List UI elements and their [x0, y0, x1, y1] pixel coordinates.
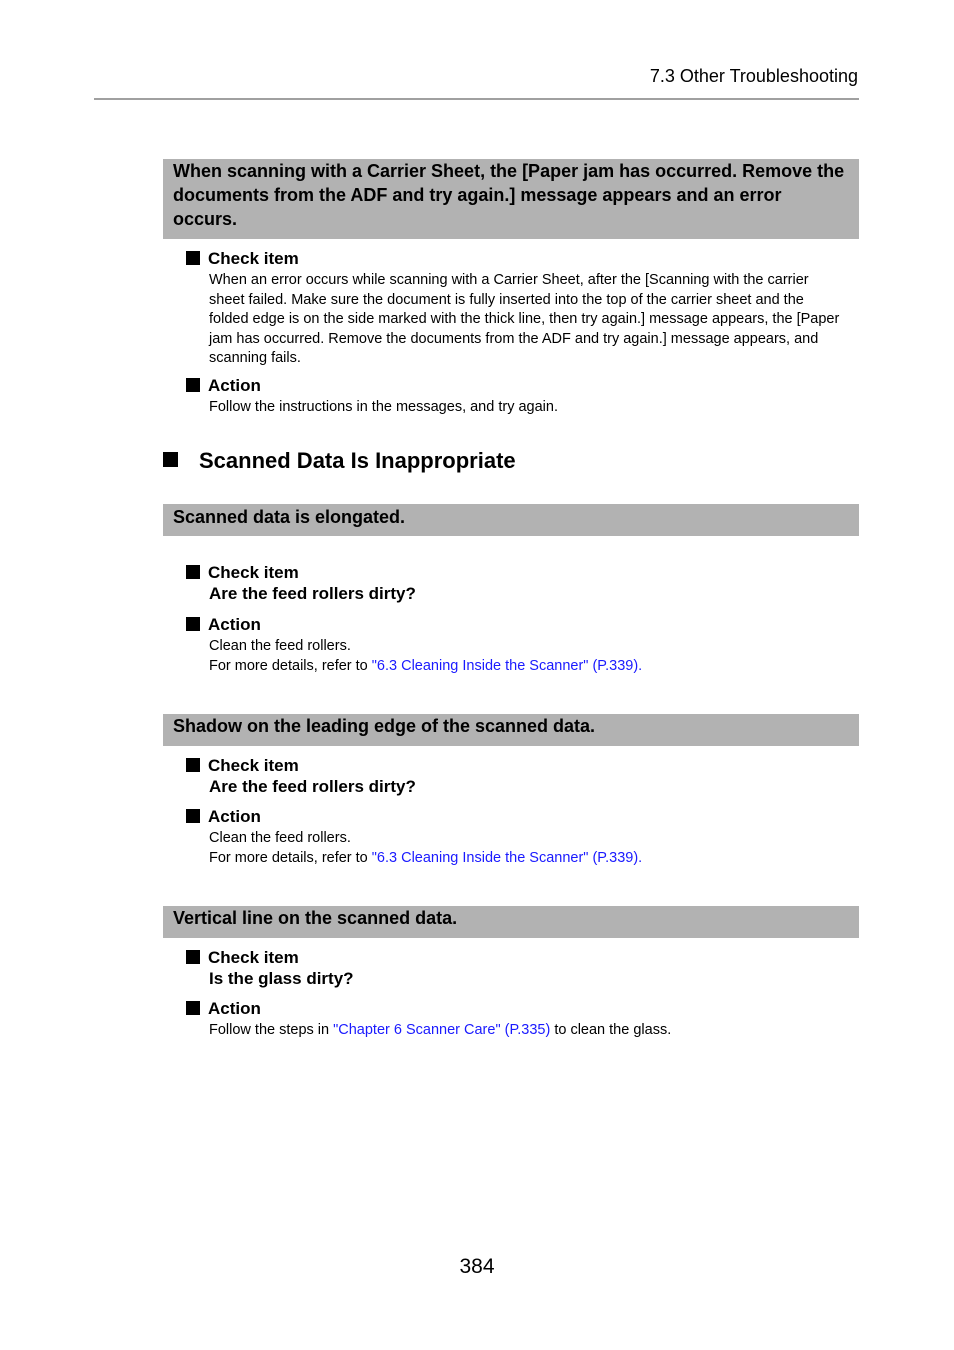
square-bullet-icon — [186, 950, 200, 964]
square-bullet-icon — [186, 809, 200, 823]
action-label: Action — [186, 376, 846, 396]
square-bullet-icon — [163, 452, 178, 467]
action-text: Follow the instructions in the messages, and try again. — [209, 399, 558, 415]
square-bullet-icon — [186, 617, 200, 631]
issue-heading-shadow: Shadow on the leading edge of the scanned data. — [163, 714, 859, 746]
action-block — [186, 999, 846, 1041]
square-bullet-icon — [186, 758, 200, 772]
action-reference: For more details, refer to "6.3 Cleaning Inside the Scanner" (P.339). — [209, 657, 643, 674]
action-label: Action — [186, 999, 846, 1019]
issue-heading-vertical-line: Vertical line on the scanned data. — [163, 906, 859, 938]
check-item-block — [186, 756, 846, 798]
header-divider — [94, 98, 859, 100]
issue-heading-carrier-sheet: When scanning with a Carrier Sheet, the [Paper jam has occurred. Remove the documents from the ADF and try again.] message appears and an error occurs. — [163, 159, 859, 239]
action-block — [186, 376, 846, 418]
section-title: Scanned Data Is Inappropriate — [163, 447, 516, 475]
check-item-block — [186, 249, 846, 369]
check-item-label: Check item — [186, 563, 846, 583]
action-text: Clean the feed rollers. — [209, 830, 351, 846]
check-item-question: Are the feed rollers dirty? — [209, 584, 416, 603]
check-item-label: Check item — [186, 756, 846, 776]
cross-reference-link[interactable]: "6.3 Cleaning Inside the Scanner" (P.339). — [371, 657, 643, 674]
check-item-question: Is the glass dirty? — [209, 969, 354, 988]
check-item-question: Are the feed rollers dirty? — [209, 777, 416, 796]
check-item-block — [186, 948, 846, 990]
check-item-block — [186, 563, 846, 605]
square-bullet-icon — [186, 251, 200, 265]
action-block — [186, 615, 846, 676]
cross-reference-link[interactable]: "6.3 Cleaning Inside the Scanner" (P.339). — [371, 849, 643, 866]
check-item-label: Check item — [186, 249, 846, 269]
action-label: Action — [186, 615, 846, 635]
action-reference: Follow the steps in "Chapter 6 Scanner Care" (P.335) to clean the glass. — [209, 1022, 672, 1038]
page-number: 384 — [459, 1255, 495, 1278]
running-header: 7.3 Other Troubleshooting — [649, 66, 858, 86]
cross-reference-link[interactable]: "Chapter 6 Scanner Care" (P.335) — [333, 1022, 551, 1038]
action-block — [186, 807, 846, 868]
square-bullet-icon — [186, 378, 200, 392]
square-bullet-icon — [186, 1001, 200, 1015]
check-item-text: When an error occurs while scanning with a Carrier Sheet, after the [Scanning with the carrier sheet failed. Make sure the document is fully inserted into the top of the carrier sheet and the folded edge is on the side marked with the thick line, then try again.] message appears, the [Paper jam has occurred. Remove the documents from the ADF and try again.] message appears, and scanning fails. — [209, 272, 840, 366]
square-bullet-icon — [186, 565, 200, 579]
check-item-label: Check item — [186, 948, 846, 968]
action-reference: For more details, refer to "6.3 Cleaning Inside the Scanner" (P.339). — [209, 849, 643, 866]
action-text: Clean the feed rollers. — [209, 638, 351, 654]
action-label: Action — [186, 807, 846, 827]
issue-heading-elongated: Scanned data is elongated. — [163, 504, 859, 536]
